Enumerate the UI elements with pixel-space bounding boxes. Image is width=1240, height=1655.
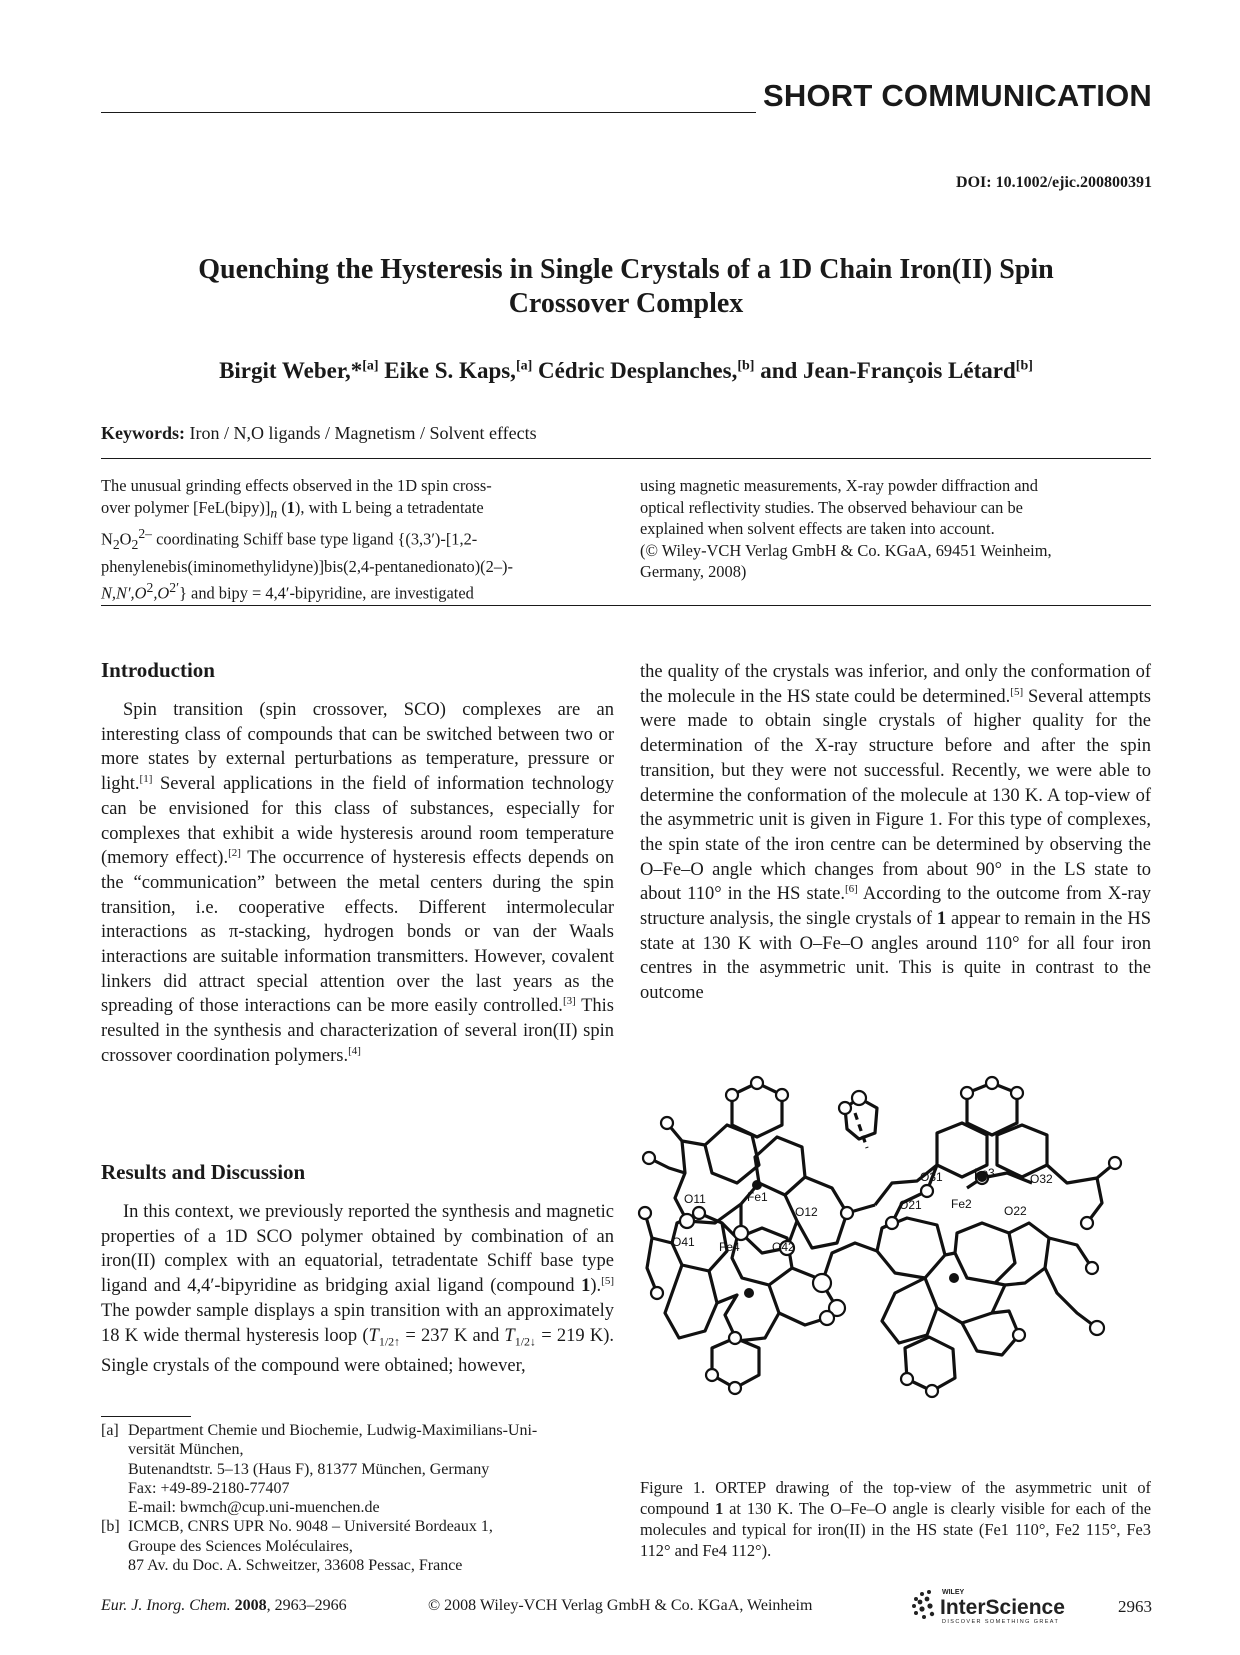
citation: [5] bbox=[1010, 685, 1024, 698]
abstract-text: ( bbox=[277, 497, 287, 517]
footnote-rule bbox=[101, 1416, 191, 1417]
footnote-mark: [b] bbox=[101, 1518, 120, 1536]
abstract-right bbox=[640, 475, 1151, 583]
page-number: 2963 bbox=[1118, 1597, 1152, 1616]
article-title bbox=[101, 253, 1151, 321]
author-name: Birgit Weber,* bbox=[219, 358, 363, 383]
body-text: Several attempts were made to obtain single crystals of higher quality for the determination of the X-ray structure before and after the spin transition, but they were not successful. Recently, we were able to determine the conformation of the molecule at 130 K. A top-view of the asymmetric unit is given in Figure 1. For this type of complexes, the spin state of the iron centre can be determined by observing the O–Fe–O angle which changes from about 90° in the LS state to about 110° in the HS state. bbox=[640, 686, 1151, 905]
logo-name: InterScience bbox=[940, 1596, 1065, 1619]
body-text: This resulted in the synthesis and characterization of several iron(II) spin crossover coordination polymers. bbox=[101, 996, 614, 1066]
abstract-line: using magnetic measurements, X-ray powder diffraction and bbox=[640, 476, 1038, 495]
abstract-text: 2– bbox=[138, 526, 152, 542]
author-affiliation: [b] bbox=[737, 358, 755, 374]
compound-number: 1 bbox=[286, 497, 295, 517]
journal-pages: , 2963–2966 bbox=[266, 1597, 347, 1614]
results-body bbox=[101, 1200, 614, 1379]
abstract-left bbox=[101, 475, 614, 604]
citation: [2] bbox=[228, 847, 241, 860]
caption-text: at 130 K. The O–Fe–O angle is clearly visible for each of the molecules and typical for iron(II) in the HS state (Fe1 110°, Fe2 115°, Fe3 112° and Fe4 112°). bbox=[640, 1499, 1151, 1560]
label-o11: O11 bbox=[684, 1192, 706, 1206]
journal-year: 2008 bbox=[234, 1597, 267, 1614]
footer-copyright: © 2008 Wiley-VCH Verlag GmbH & Co. KGaA, Weinheim bbox=[428, 1597, 813, 1614]
footnote-line: 87 Av. du Doc. A. Schweitzer, 33608 Pessac, France bbox=[128, 1557, 463, 1575]
body-text: the quality of the crystals was inferior, and only the conformation of the molecule in the HS state could be determined. bbox=[640, 662, 1151, 707]
title-line-2: Crossover Complex bbox=[508, 288, 744, 319]
label-fe2: Fe2 bbox=[951, 1197, 972, 1211]
abstract-line: optical reflectivity studies. The observed behaviour can be bbox=[640, 497, 1023, 517]
keywords-text: Iron / N,O ligands / Magnetism / Solvent effects bbox=[189, 423, 537, 443]
footnote-mark: [a] bbox=[101, 1422, 119, 1439]
label-o42: O42 bbox=[772, 1240, 795, 1254]
citation: [3] bbox=[562, 995, 576, 1008]
logo-dots-icon bbox=[912, 1590, 934, 1619]
figure-caption bbox=[640, 1477, 1151, 1561]
ortep-figure bbox=[637, 1073, 1151, 1465]
label-o22: O22 bbox=[1004, 1204, 1027, 1218]
author-affiliation: [a] bbox=[362, 358, 379, 374]
body-text: Spin transition (spin crossover, SCO) complexes are an interesting class of compounds that can be switched between two or more states by external perturbations as temperature, pressure or light. bbox=[101, 700, 614, 795]
author-3 bbox=[538, 358, 754, 383]
citation: [1] bbox=[139, 772, 153, 785]
molecule-bonds bbox=[645, 1083, 1115, 1391]
author-affiliation: [b] bbox=[1015, 358, 1033, 374]
abstract-line bbox=[101, 523, 614, 555]
abstract-line: explained when solvent effects are taken into account. bbox=[640, 519, 995, 538]
abstract-text: O bbox=[119, 529, 132, 549]
paragraph bbox=[101, 1200, 614, 1379]
abstract-line: phenylenebis(iminomethylidyne)]bis(2,4-pentanedionato)(2–)- bbox=[101, 556, 513, 576]
footnote-a bbox=[101, 1421, 614, 1517]
label-o31: O31 bbox=[920, 1170, 943, 1184]
keywords-label: Keywords: bbox=[101, 423, 185, 443]
abstract-text: 2 bbox=[146, 580, 154, 596]
paragraph bbox=[101, 698, 614, 1069]
abstract-rule bbox=[101, 605, 1151, 606]
abstract-line: (© Wiley-VCH Verlag GmbH & Co. KGaA, 69451 Weinheim, bbox=[640, 540, 1052, 560]
footnote-b bbox=[101, 1517, 614, 1575]
body-text: According to the outcome from X-ray structure analysis, the single crystals of bbox=[640, 884, 1152, 930]
abstract-line: Germany, 2008) bbox=[640, 562, 747, 581]
abstract-text: ), with L being a tetradentate bbox=[294, 497, 484, 517]
subscript: 1/2↓ bbox=[514, 1334, 537, 1349]
footnotes bbox=[101, 1421, 614, 1575]
right-column-body bbox=[640, 660, 1151, 1006]
body-text: In this context, we previously reported the synthesis and magnetic properties of a 1D SCO polymer obtained by combination of an iron(II) complex with an equatorial, tetradentate Schiff base type ligand and 4,4′-bipyridine as bridging axial ligand (compound bbox=[101, 1202, 614, 1297]
authors bbox=[101, 358, 1151, 384]
footer-journal bbox=[101, 1597, 347, 1615]
label-o12: O12 bbox=[795, 1205, 818, 1219]
label-fe3: Fe3 bbox=[974, 1166, 995, 1180]
abstract-text: over polymer [FeL(bipy)] bbox=[101, 497, 271, 517]
label-o21: O21 bbox=[899, 1198, 922, 1212]
introduction-heading: Introduction bbox=[101, 658, 215, 682]
footnote-line: Fax: +49-89-2180-77407 bbox=[128, 1479, 290, 1497]
body-text: appear to remain in the HS state at 130 K with O–Fe–O angles around 110° for all four iron centres in the asymmetric unit. This is quite in contrast to the outcome bbox=[640, 909, 1151, 1004]
symbol-T: T bbox=[368, 1325, 379, 1346]
author-name: Eike S. Kaps, bbox=[384, 358, 516, 383]
body-text: = 219 K). Single crystals of the compound were obtained; however, bbox=[101, 1325, 614, 1376]
header-rule bbox=[101, 112, 756, 113]
introduction-body bbox=[101, 698, 614, 1069]
author-1 bbox=[219, 358, 378, 383]
author-4 bbox=[760, 358, 1033, 383]
footnote-line: versität München, bbox=[128, 1441, 244, 1459]
compound-number: 1 bbox=[581, 1276, 591, 1297]
caption-text: Figure 1. ORTEP drawing of the top-view of the asymmetric unit of compound bbox=[640, 1478, 1151, 1518]
section-label: SHORT COMMUNICATION bbox=[763, 78, 1152, 113]
keywords bbox=[101, 423, 537, 444]
subscript: 1/2↑ bbox=[378, 1334, 401, 1349]
label-fe1: Fe1 bbox=[747, 1190, 768, 1204]
symbol-T: T bbox=[504, 1325, 515, 1346]
title-line-1: Quenching the Hysteresis in Single Crystals of a 1D Chain Iron(II) Spin bbox=[198, 254, 1054, 285]
abstract-text: 2′ bbox=[169, 580, 180, 596]
paragraph bbox=[640, 660, 1151, 1006]
body-text: ). bbox=[590, 1276, 602, 1297]
footnote-line: Butenandtstr. 5–13 (Haus F), 81377 München, Germany bbox=[128, 1460, 490, 1478]
citation: [4] bbox=[348, 1044, 361, 1057]
compound-number: 1 bbox=[715, 1499, 724, 1518]
results-heading: Results and Discussion bbox=[101, 1160, 306, 1184]
abstract-text: 2 bbox=[131, 537, 139, 553]
footnote-line: Groupe des Sciences Moléculaires, bbox=[128, 1537, 353, 1555]
footnote-line: ICMCB, CNRS UPR No. 9048 – Université Bordeaux 1, bbox=[128, 1518, 493, 1536]
footnote-line: Department Chemie und Biochemie, Ludwig-Maximilians-Uni- bbox=[128, 1422, 538, 1439]
compound-number: 1 bbox=[936, 909, 947, 930]
logo-wiley: WILEY bbox=[942, 1589, 965, 1596]
body-text: = 237 K and bbox=[400, 1325, 505, 1346]
author-name: Cédric Desplanches, bbox=[538, 358, 738, 383]
body-text: Several applications in the field of information technology can be envisioned for this class of substances, especially for complexes that exhibit a wide hysteresis around room temperature (memory effect). bbox=[101, 774, 614, 869]
abstract-text: } and bipy = 4,4′-bipyridine, are investigated bbox=[179, 583, 474, 603]
abstract-text: 2 bbox=[112, 537, 120, 553]
doi: DOI: 10.1002/ejic.200800391 bbox=[956, 174, 1152, 191]
author-2 bbox=[384, 358, 532, 383]
abstract-text: ,O bbox=[153, 583, 170, 603]
journal-name: Eur. J. Inorg. Chem. bbox=[101, 1597, 231, 1614]
label-o32: O32 bbox=[1030, 1172, 1053, 1186]
abstract-text: n bbox=[270, 504, 278, 520]
author-affiliation: [a] bbox=[515, 358, 533, 374]
abstract-line bbox=[101, 577, 614, 604]
citation: [5] bbox=[601, 1274, 614, 1287]
label-o41: O41 bbox=[672, 1235, 695, 1249]
keywords-rule bbox=[101, 458, 1151, 459]
abstract-text: N bbox=[101, 529, 113, 549]
author-name: and Jean-François Létard bbox=[760, 358, 1016, 383]
abstract-text: coordinating Schiff base type ligand {(3,3′)-[1,2- bbox=[152, 529, 478, 549]
label-fe4: Fe4 bbox=[719, 1240, 740, 1254]
footnote-line: E-mail: bwmch@cup.uni-muenchen.de bbox=[128, 1499, 380, 1517]
body-text: The powder sample displays a spin transition with an approximately 18 K wide thermal hysteresis loop ( bbox=[101, 1300, 614, 1346]
abstract-line: The unusual grinding effects observed in the 1D spin cross- bbox=[101, 476, 492, 495]
abstract-line bbox=[101, 497, 614, 524]
interscience-logo bbox=[906, 1583, 1076, 1627]
body-text: The occurrence of hysteresis effects depends on the “communication” between the metal centers during the spin transition, i.e. cooperative effects. Different intermolecular interactions as π-stacking, hydrogen bonds or van der Waals interactions are suitable information transmitters. However, covalent linkers did attract special attention over the last years as the spreading of those interactions can be more easily controlled. bbox=[101, 848, 615, 1017]
logo-tagline: DISCOVER SOMETHING GREAT bbox=[942, 1619, 1060, 1625]
citation: [6] bbox=[845, 883, 858, 896]
abstract-text: N,N′,O bbox=[101, 583, 147, 603]
